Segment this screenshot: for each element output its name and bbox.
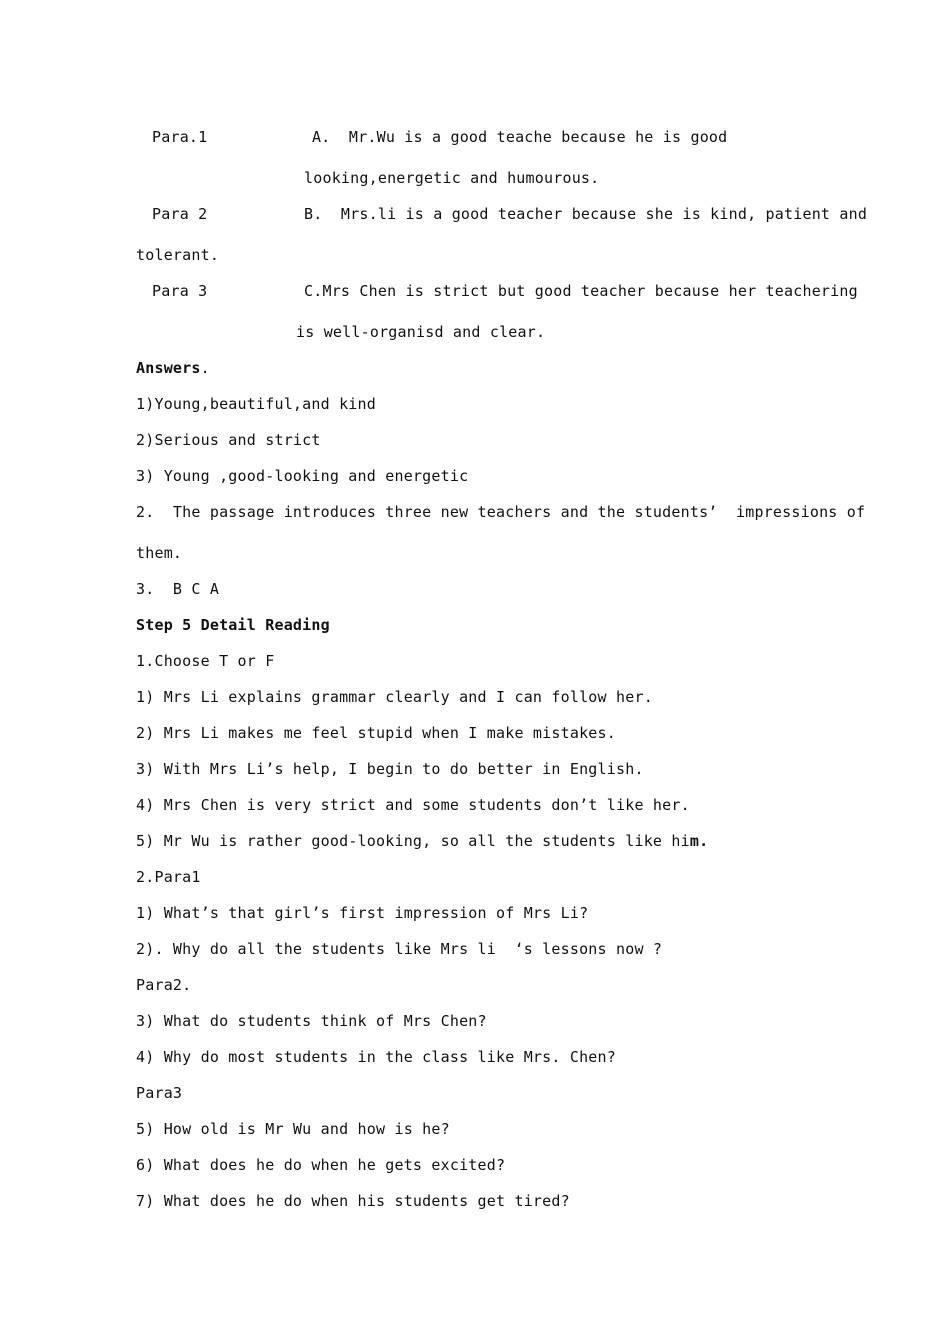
tf-item-5 [136, 832, 708, 850]
question-4: 4) Why do most students in the class like Mrs. Chen? [136, 1048, 616, 1066]
answer-q2: 2. The passage introduces three new teachers and the students’ impressions of [136, 503, 866, 521]
answer-q3: 3. B C A [136, 580, 220, 598]
step5-heading: Step 5 Detail Reading [136, 616, 330, 634]
tf-title: 1.Choose T or F [136, 652, 275, 670]
answers-heading-dot: . [200, 359, 210, 377]
para3-label: Para3 [136, 1084, 183, 1102]
answer-1: 1)Young,beautiful,and kind [136, 395, 376, 413]
tf-item-5-text: 5) Mr Wu is rather good-looking, so all the students like hi [136, 832, 690, 850]
match-para-2: Para 2 [152, 205, 208, 223]
answers-heading [136, 359, 210, 377]
match-option-a-cont: looking,energetic and humourous. [304, 169, 600, 187]
question-2: 2). Why do all the students like Mrs li ‘s lessons now ? [136, 940, 663, 958]
question-3: 3) What do students think of Mrs Chen? [136, 1012, 487, 1030]
match-option-b: B. Mrs.li is a good teacher because she is kind, patient and [304, 205, 868, 223]
match-para-1: Para.1 [152, 128, 208, 146]
question-7: 7) What does he do when his students get tired? [136, 1192, 570, 1210]
tf-item-4: 4) Mrs Chen is very strict and some students don’t like her. [136, 796, 690, 814]
question-5: 5) How old is Mr Wu and how is he? [136, 1120, 450, 1138]
para2-label: Para2. [136, 976, 192, 994]
tf-item-2: 2) Mrs Li makes me feel stupid when I make mistakes. [136, 724, 616, 742]
answer-3: 3) Young ,good-looking and energetic [136, 467, 469, 485]
answers-heading-text: Answers [136, 359, 201, 377]
question-1: 1) What’s that girl’s first impression of Mrs Li? [136, 904, 589, 922]
match-para-3: Para 3 [152, 282, 208, 300]
tf-item-1: 1) Mrs Li explains grammar clearly and I can follow her. [136, 688, 653, 706]
answer-2: 2)Serious and strict [136, 431, 321, 449]
answer-q2-cont: them. [136, 544, 183, 562]
match-option-c: C.Mrs Chen is strict but good teacher because her teachering [304, 282, 858, 300]
tf-item-5-end: m. [689, 832, 709, 850]
question-6: 6) What does he do when he gets excited? [136, 1156, 506, 1174]
match-option-a: A. Mr.Wu is a good teache because he is good [312, 128, 728, 146]
match-option-c-cont: is well-organisd and clear. [296, 323, 546, 341]
match-option-b-cont: tolerant. [136, 246, 220, 264]
tf-item-3: 3) With Mrs Li’s help, I begin to do better in English. [136, 760, 644, 778]
para1-label: 2.Para1 [136, 868, 201, 886]
